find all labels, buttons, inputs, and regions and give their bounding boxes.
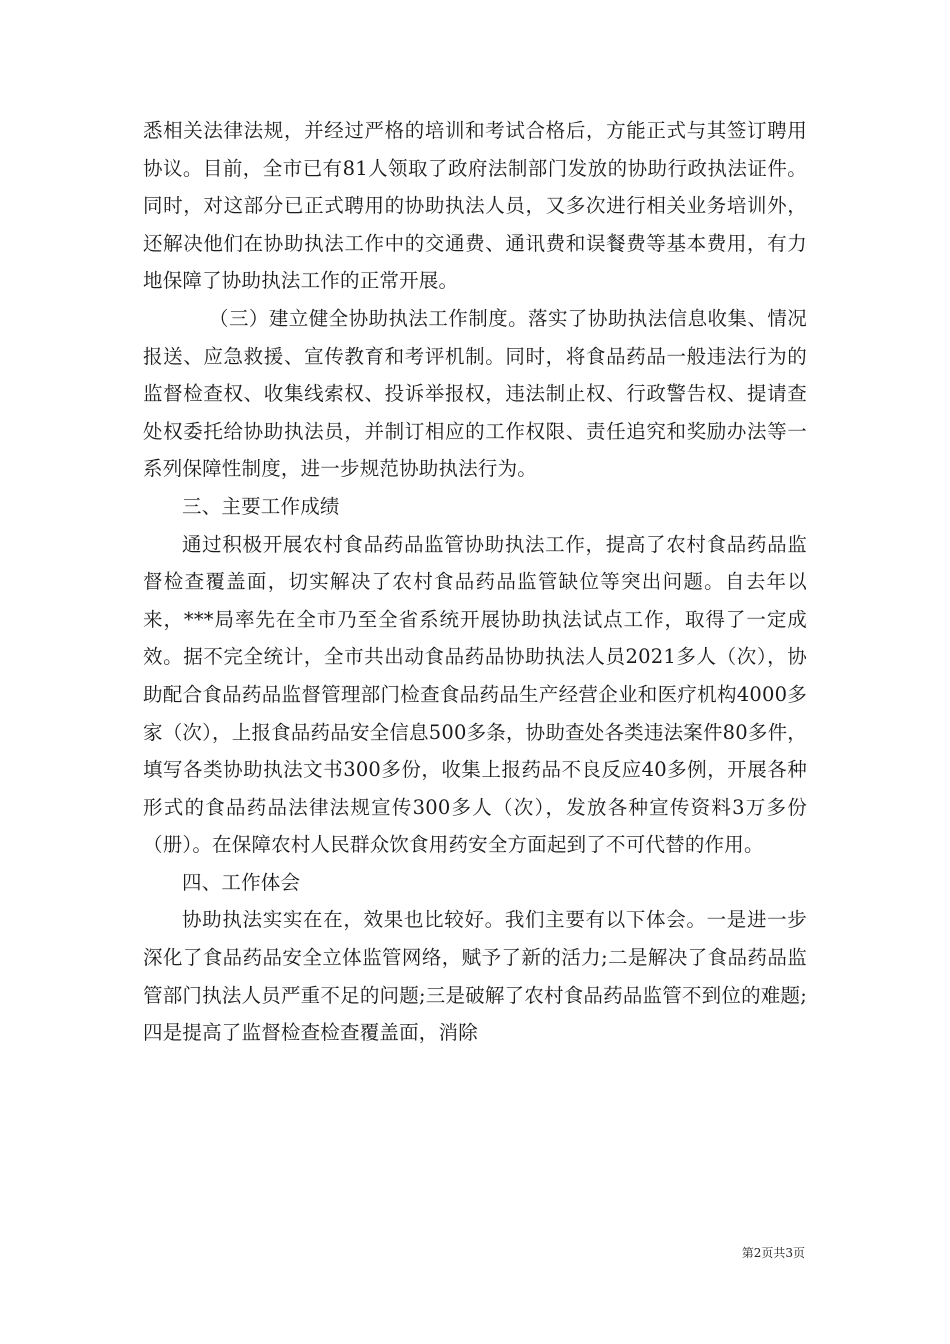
section-heading-4: 四、工作体会 [182, 870, 301, 894]
paragraph-subsection-3: （三）建立健全协助执法工作制度。落实了协助执法信息收集、情况报送、应急救援、宣传教育和考评机制。同时，将食品药品一般违法行为的监督检查权、收集线索权、投诉举报权，违法制止权、行政警告权、提请查处权委托给协助执法员，并制订相应的工作权限、责任追究和奖励办法等一系列保障性制度，进一步规范协助执法行为。 [143, 306, 807, 481]
paragraph-experience: 协助执法实实在在，效果也比较好。我们主要有以下体会。一是进一步深化了食品药品安全立体监管网络，赋予了新的活力;二是解决了食品药品监管部门执法人员严重不足的问题;三是破解了农村食品药品监管不到位的难题;四是提高了监督检查检查覆盖面，消除 [143, 908, 807, 1045]
paragraph-continuation: 悉相关法律法规，并经过严格的培训和考试合格后，方能正式与其签订聘用协议。目前，全市已有81人领取了政府法制部门发放的协助行政执法证件。同时，对这部分已正式聘用的协助执法人员，又多次进行相关业务培训外，还解决他们在协助执法工作中的交通费、通讯费和误餐费等基本费用，有力地保障了协助执法工作的正常开展。 [143, 119, 807, 293]
document-page [143, 112, 807, 1052]
paragraph-achievements: 通过积极开展农村食品药品监管协助执法工作，提高了农村食品药品监督检查覆盖面，切实解决了农村食品药品监管缺位等突出问题。自去年以来，***局率先在全市乃至全省系统开展协助执法试点工作，取得了一定成效。据不完全统计，全市共出动食品药品协助执法人员2021多人（次），协助配合食品药品监督管理部门检查食品药品生产经营企业和医疗机构4000多家（次），上报食品药品安全信息500多条，协助查处各类违法案件80多件，填写各类协助执法文书300多份，收集上报药品不良反应40多例，开展各种形式的食品药品法律法规宣传300多人（次），发放各种宣传资料3万多份（册）。在保障农村人民群众饮食用药安全方面起到了不可代替的作用。 [143, 532, 807, 857]
section-heading-3: 三、主要工作成绩 [182, 494, 340, 518]
page-number-footer: 第2页共3页 [741, 1246, 805, 1260]
